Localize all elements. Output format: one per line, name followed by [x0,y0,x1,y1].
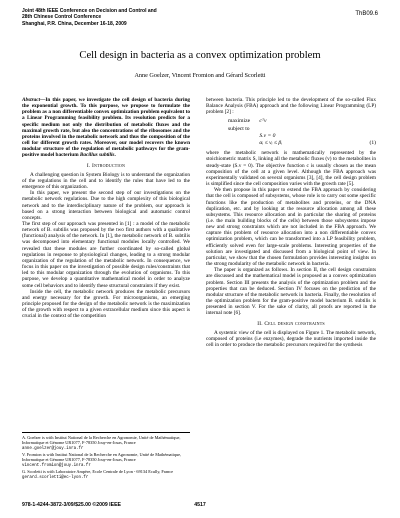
organization-paragraph: The paper is organized as follows. In section II, the cell design constraints are discussed and the mathematical model is proposed as a convex optimization problem. Section III presents the analysis of the optimization problem and the properties that can be deduced. Section IV focuses on the prediction of the modular structure of the metabolic network in bacteria. Finally, the resolution of the optimization problem for the gram-positive model bacterium B. subtilis is presented in section V. For the sake of clarity, all proofs are reported in the internal note [6]. [206,267,376,317]
conference-line-2: 28th Chinese Control Conference [22,14,102,21]
equation-number: (1) [369,140,376,147]
conference-line-3: Shanghai, P.R. China, December 16-18, 2009 [22,20,127,27]
abstract-end: . [114,152,116,159]
page-number: 4517 [194,502,206,508]
math-objective: cᵀv [259,118,267,125]
intro-paragraph-3: The first step of our approach was presented in [1] : a model of the metabolic network of B. subtilis was proposed by the two first authors with a qualitative (functional) analysis of the network. In [1], the metabolic network of B. subtilis was decomposed into elementary functional modules locally controlled. We revealed that these modules are further coordinated by so-called global regulations in response to physiological changes, leading to a strong modular organization of the regulation of the metabolic network. In consequence, we focus in this paper on the investigation of possible design rules/constraints that led to this modular organization through the evolution of organisms. To this purpose, we develop a quantitative mathematical model in order to analyze some cell behaviors and to identify these structural constraints if they exist. [22,220,190,289]
paper-id: ThB09.6 [355,11,378,17]
footnote-fromion: V. Fromion is with Institut National de la Recherche en Agronomie, Unité de Mathématique, Informatique et Génome UR1077, F-78350 Jouy-en-Josas, France vincent.fromion@jouy.inra.fr [22,452,182,468]
paper-title: Cell design in bacteria as a convex optimization problem [79,50,321,61]
intro-paragraph-4: Inside the cell, the metabolic network produces the metabolic precursors and energy necessary for the growth. For microorganisms, an emerging principle proposed for the design of the metabolic network is the maximization of the growth with respect to a given extracellular medium since this aspect is crucial in the context of the competition [22,288,190,320]
math-constraint-2: αᵢ ≤ vᵢ ≤ βᵢ [259,140,282,147]
fba-intro-paragraph: between bacteria. This principle led to the development of the so-called Flux Balance Analysis (FBA) approach and the following Linear Programming (LP) problem [2] : [206,97,376,116]
right-column [206,97,376,348]
abstract-label: Abstract [22,97,41,103]
abstract-organism: Bacillus subtilis [79,152,115,159]
left-column [22,97,190,319]
lp-problem-equation [228,118,376,147]
conference-line-1: Joint 48th IEEE Conference on Decision and Control and [22,8,157,14]
email-link[interactable]: anne.goelzer@jouy.inra.fr [22,447,84,451]
footnote-goelzer: A. Goelzer is with Institut National de la Recherche en Agronomie, Unité de Mathématique, Informatique et Génome UR1077, F-78350 Jouy-en-Josas, France anne.goelzer@jouy.inra.fr [22,435,181,451]
email-link[interactable]: vincent.fromion@jouy.inra.fr [22,464,91,468]
math-subject-to: subject to [228,125,250,132]
intro-paragraph-2: In this paper, we present the second step of our investigations on the metabolic network regulations. Due to the high complexity of this biological network and to the interdisciplinary nature of the problem, our approach is based on a strong interaction between biological and automatic control concepts. [22,190,190,221]
intro-paragraph-1: A challenging question in System Biology is to understand the organization of the regulations in the cell and to identify the rules that have led to the emergence of this organization. [22,171,190,191]
email-link[interactable]: gerard.scorletti@ec-lyon.fr [22,476,89,480]
abstract [22,97,190,159]
section-heading-cell-design: II. Cell design constraints [257,320,325,327]
conference-header [22,8,157,27]
footnote-scorletti: G. Scorletti is with Laboratoire Ampère, Ecole Centrale de Lyon - 69134 Ecully, France gerard.scorletti@ec-lyon.fr [22,469,174,480]
math-constraint-1: S.v = 0 [259,132,276,139]
fba-description-paragraph: where the metabolic network is mathematically represented by the stoichiometric matrix S, linking all the metabolic fluxes (v) to the metabolites in steady-state (S.v = 0). The objective function c is usually chosen as the mean composition of the cell at a given level. Although the FBA approach was experimentally validated on several organisms [3], [4], the cell design problem is simplified since the cell composition varies with the growth rate [5]. [206,150,376,188]
proposal-paragraph: We then propose in this paper to extend the FBA approach by considering that the cell is composed of subsystems, whose role is to carry out some specific functions like the production of metabolites and proteins, or the DNA duplication, etc. and by looking at the resource allocation among all these subsystems. This resource allocation and in particular the sharing of proteins (i.e. the main building blocks of the cells) between those subsystems impose new and strong constraints which are not included in the FBA approach. We capture this problem of resource allocation into a non differentiable convex optimization problem, which can be transformed into a LP feasibility problem, efficiently solved even for large-scale problems. Interesting properties of the solution are investigated and discussed from a biological point of view. In particular, we show that the chosen formulation provides interesting insights on the strong modularity of the metabolic network in bacteria. [206,187,376,268]
author-footnotes [22,432,190,481]
systemic-view-paragraph: A systemic view of the cell is displayed on Figure 1. The metabolic network, composed of proteins (i.e enzymes), degrade the nutrients imported inside the cell in order to produce the metabolic precursors required for the synthesis [206,329,376,348]
isbn-footer: 978-1-4244-3872-3/09/$25.00 ©2009 IEEE [22,502,122,508]
paper-authors: Anne Goelzer, Vincent Fromion and Gérard Scorletti [134,72,266,79]
abstract-text: —In this paper, we investigate the cell design of bacteria during the exponential growth. To this purpose, we propose to formulate the problem as a non differentiable convex optimization problem equivalent to a Linear Programming feasibility problem. Its resolution predicts for a specific medium not only the distribution of metabolic fluxes and the maximal growth rate, but also the concentrations of the ribosomes and the proteins involved in the metabolic network and thus the composition of the cell for different growth rates. Moreover, our model recovers the known modular structure of the regulation of metabolic pathways for the gram-positive model bacterium [22,97,190,159]
math-maximize: maximize [228,118,251,125]
section-heading-introduction: I. Introduction [86,162,126,169]
